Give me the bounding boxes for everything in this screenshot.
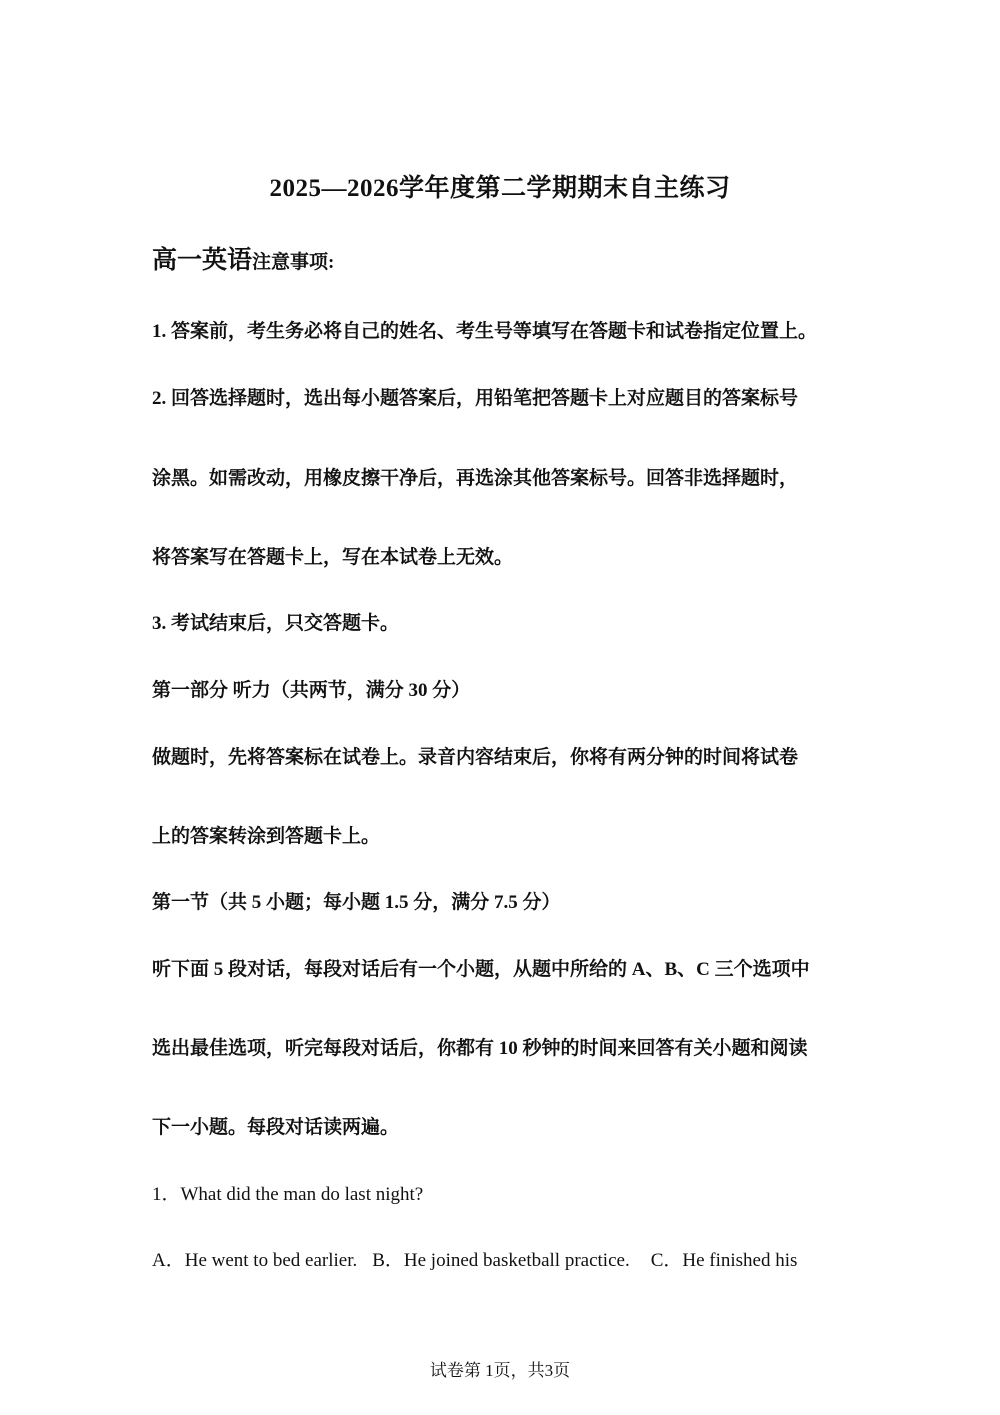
section-one-instruction-1: 听下面 5 段对话，每段对话后有一个小题，从题中所给的 A、B、C 三个选项中 xyxy=(152,959,810,980)
notice-item-2-cont-1: 涂黑。如需改动，用橡皮擦干净后，再选涂其他答案标号。回答非选择题时， xyxy=(152,468,799,489)
question-1-option-b: B．He joined basketball practice. xyxy=(372,1250,630,1271)
subject-line xyxy=(152,240,334,276)
question-1-options xyxy=(152,1245,797,1272)
part-one-instruction-2: 上的答案转涂到答题卡上。 xyxy=(152,826,381,847)
notice-item-1: 1. 答案前，考生务必将自己的姓名、考生号等填写在答题卡和试卷指定位置上。 xyxy=(152,321,818,342)
subject-label: 高一英语 xyxy=(152,247,253,274)
notice-item-2: 2. 回答选择题时，选出每小题答案后，用铅笔把答题卡上对应题目的答案标号 xyxy=(152,388,799,409)
section-one-heading: 第一节（共 5 小题；每小题 1.5 分，满分 7.5 分） xyxy=(152,892,561,913)
page-footer: 试卷第 1页，共3页 xyxy=(429,1361,571,1380)
question-1-option-c: C．He finished his xyxy=(650,1250,798,1271)
part-one-instruction-1: 做题时，先将答案标在试卷上。录音内容结束后，你将有两分钟的时间将试卷 xyxy=(152,747,799,768)
notice-item-2-cont-2: 将答案写在答题卡上，写在本试卷上无效。 xyxy=(152,547,514,568)
part-one-heading: 第一部分 听力（共两节，满分 30 分） xyxy=(152,680,471,701)
notice-item-3: 3. 考试结束后，只交答题卡。 xyxy=(152,613,400,634)
question-1-option-a: A．He went to bed earlier. xyxy=(152,1250,358,1271)
section-one-instruction-2: 选出最佳选项，听完每段对话后，你都有 10 秒钟的时间来回答有关小题和阅读 xyxy=(152,1038,808,1059)
question-1-stem: 1．What did the man do last night? xyxy=(152,1184,424,1205)
section-one-instruction-3: 下一小题。每段对话读两遍。 xyxy=(152,1117,400,1138)
page-title: 2025—2026学年度第二学期期末自主练习 xyxy=(269,175,731,202)
notice-heading: 注意事项: xyxy=(252,252,335,273)
